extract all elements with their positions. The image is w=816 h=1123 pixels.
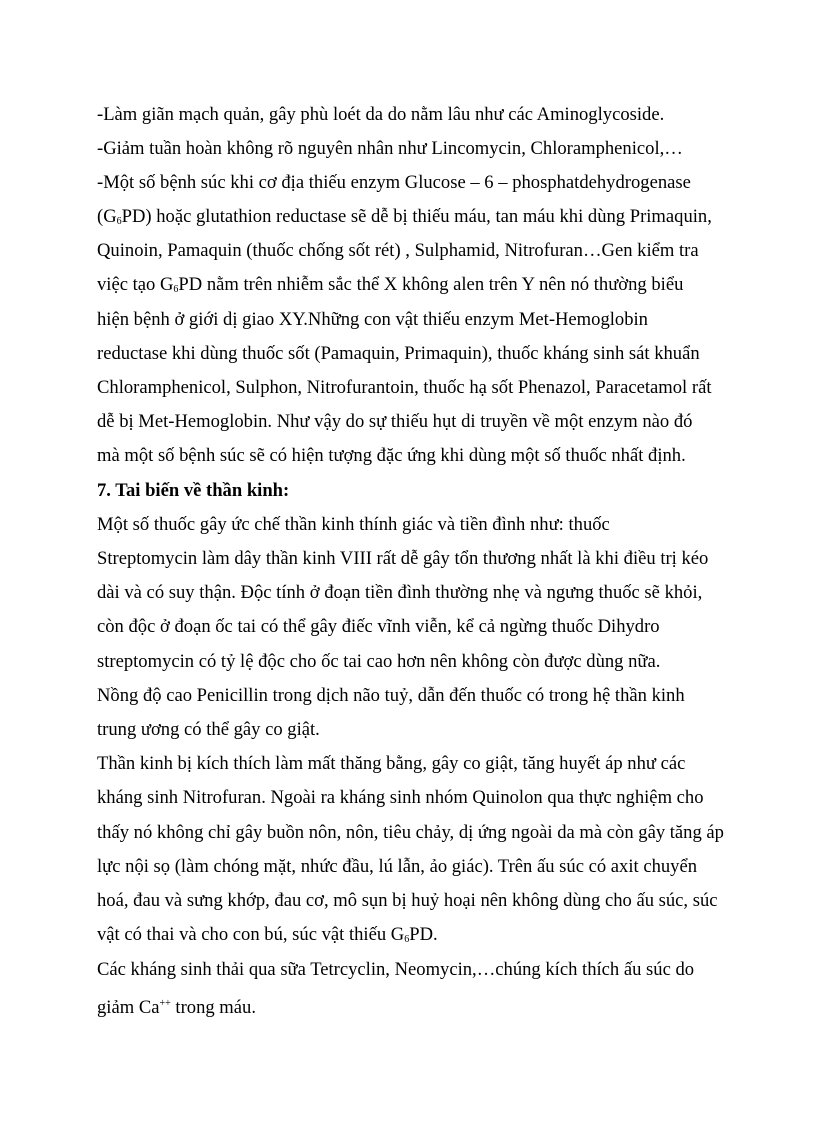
text-line: [97, 992, 256, 1020]
text-line: -Một số bệnh súc khi cơ địa thiếu enzym Glucose – 6 – phosphatdehydrogenase: [97, 172, 691, 193]
text-line: còn độc ở đoạn ốc tai có thể gây điếc vĩnh viễn, kể cả ngừng thuốc Dihydro: [97, 616, 660, 637]
text-segment: PD) hoặc glutathion reductase sẽ dễ bị thiếu máu, tan máu khi dùng Primaquin,: [121, 206, 712, 227]
text-line: [97, 273, 683, 302]
text-line: Chloramphenicol, Sulphon, Nitrofurantoin, thuốc hạ sốt Phenazol, Paracetamol rất: [97, 377, 712, 398]
text-segment: PD.: [409, 924, 438, 945]
subscript: 6: [173, 284, 179, 295]
text-line: streptomycin có tỷ lệ độc cho ốc tai cao hơn nên không còn được dùng nữa.: [97, 651, 661, 672]
text-segment: PD nằm trên nhiễm sắc thể X không alen trên Y nên nó thường biểu: [178, 274, 684, 295]
text-line: mà một số bệnh súc sẽ có hiện tượng đặc ứng khi dùng một số thuốc nhất định.: [97, 445, 686, 466]
text-line: lực nội sọ (làm chóng mặt, nhức đầu, lú lẫn, ảo giác). Trên ấu súc có axit chuyển: [97, 856, 698, 877]
subscript: 6: [116, 216, 122, 227]
text-line: Các kháng sinh thải qua sữa Tetrcyclin, Neomycin,…chúng kích thích ấu súc do: [97, 959, 695, 980]
text-line: hoá, đau và sưng khớp, đau cơ, mô sụn bị huỷ hoại nên không dùng cho ấu súc, súc: [97, 890, 718, 911]
text-line: [97, 205, 712, 234]
text-line: trung ương có thể gây co giật.: [97, 719, 320, 740]
text-line: -Làm giãn mạch quản, gây phù loét da do nằm lâu như các Aminoglycoside.: [97, 104, 665, 125]
text-line: dài và có suy thận. Độc tính ở đoạn tiền đình thường nhẹ và ngưng thuốc sẽ khỏi,: [97, 582, 703, 603]
text-line: Streptomycin làm dây thần kinh VIII rất dễ gây tổn thương nhất là khi điều trị kéo: [97, 548, 709, 569]
text-line: Thần kinh bị kích thích làm mất thăng bằng, gây co giật, tăng huyết áp như các: [97, 753, 686, 774]
text-segment: việc tạo G: [97, 274, 174, 295]
text-line: [97, 923, 438, 952]
text-segment: giảm Ca: [97, 997, 160, 1018]
text-line: thấy nó không chỉ gây buồn nôn, nôn, tiêu chảy, dị ứng ngoài da mà còn gây tăng áp: [97, 822, 724, 843]
text-segment: vật có thai và cho con bú, súc vật thiếu G: [97, 924, 405, 945]
text-line: Quinoin, Pamaquin (thuốc chống sốt rét) , Sulphamid, Nitrofuran…Gen kiểm tra: [97, 240, 699, 261]
text-line: reductase khi dùng thuốc sốt (Pamaquin, Primaquin), thuốc kháng sinh sát khuẩn: [97, 343, 700, 364]
text-line: hiện bệnh ở giới dị giao XY.Những con vật thiếu enzym Met-Hemoglobin: [97, 309, 648, 330]
text-line: dễ bị Met-Hemoglobin. Như vậy do sự thiếu hụt di truyền về một enzym nào đó: [97, 411, 693, 432]
text-line: -Giảm tuần hoàn không rõ nguyên nhân như Lincomycin, Chloramphenicol,…: [97, 138, 683, 159]
superscript: ++: [159, 998, 171, 1009]
text-segment: (G: [97, 206, 117, 227]
text-line: Một số thuốc gây ức chế thần kinh thính giác và tiền đình như: thuốc: [97, 514, 610, 535]
text-line: kháng sinh Nitrofuran. Ngoài ra kháng sinh nhóm Quinolon qua thực nghiệm cho: [97, 787, 704, 808]
section-heading: 7. Tai biến về thần kinh:: [97, 480, 290, 501]
text-segment: trong máu.: [170, 997, 256, 1018]
subscript: 6: [404, 934, 410, 945]
text-line: Nồng độ cao Penicillin trong dịch não tuỷ, dẫn đến thuốc có trong hệ thần kinh: [97, 685, 685, 706]
